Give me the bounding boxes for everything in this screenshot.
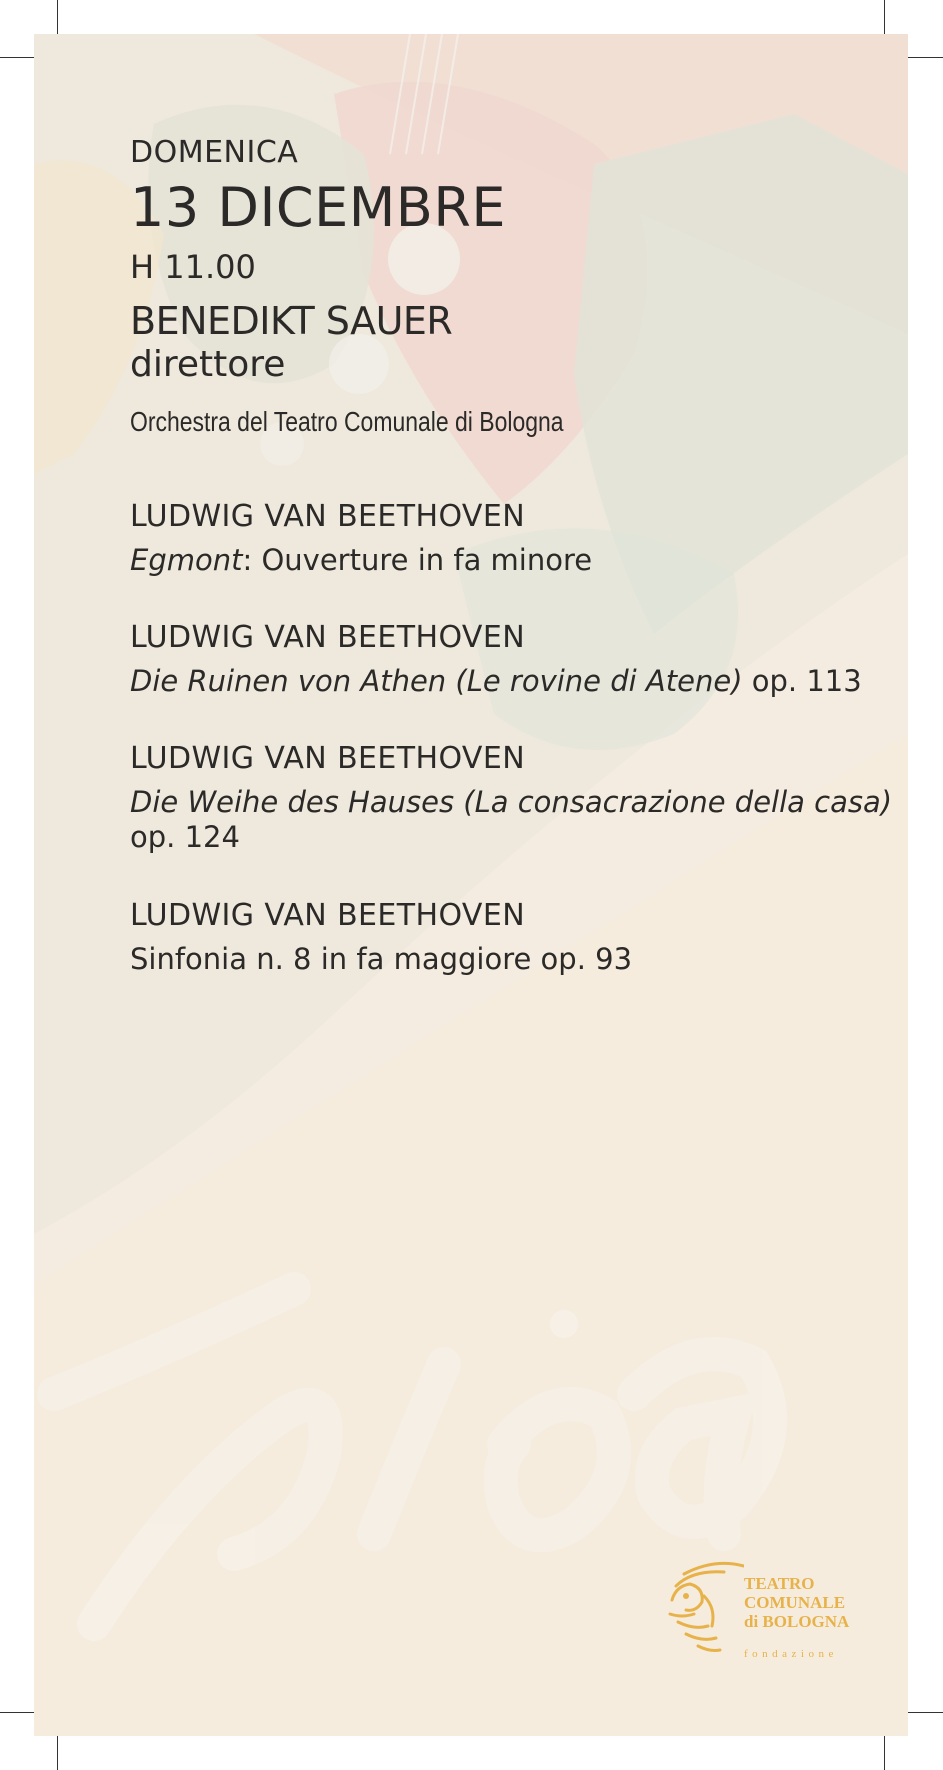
logo-line: COMUNALE — [744, 1593, 846, 1612]
background-artwork — [34, 34, 908, 1736]
program-composer: LUDWIG VAN BEETHOVEN — [130, 499, 526, 534]
program-work: Sinfonia n. 8 in fa maggiore op. 93 — [130, 942, 633, 976]
program-sheet — [34, 34, 908, 1736]
program-composer: LUDWIG VAN BEETHOVEN — [130, 620, 526, 655]
program-work: Die Weihe des Hauses (La consacrazione della casa) — [130, 785, 893, 819]
logo-subtitle: fondazione — [744, 1648, 838, 1660]
logo-line: di BOLOGNA — [744, 1612, 850, 1631]
logo-line: TEATRO — [744, 1574, 815, 1593]
conductor-role: direttore — [130, 344, 286, 385]
program-composer: LUDWIG VAN BEETHOVEN — [130, 898, 526, 933]
event-date: 13 DICEMBRE — [130, 176, 506, 239]
program-work: Egmont: Ouverture in fa minore — [130, 543, 593, 577]
lion-icon — [664, 1556, 744, 1656]
theatre-logo — [664, 1556, 850, 1666]
event-time: H 11.00 — [130, 248, 256, 286]
conductor-name: BENEDIKT SAUER — [130, 299, 453, 343]
program-work: Die Ruinen von Athen (Le rovine di Atene) op. 113 — [130, 664, 862, 698]
event-day: DOMENICA — [130, 135, 299, 170]
program-composer: LUDWIG VAN BEETHOVEN — [130, 741, 526, 776]
ensemble-name: Orchestra del Teatro Comunale di Bologna — [130, 406, 564, 437]
program-work-opus: op. 124 — [130, 820, 240, 854]
